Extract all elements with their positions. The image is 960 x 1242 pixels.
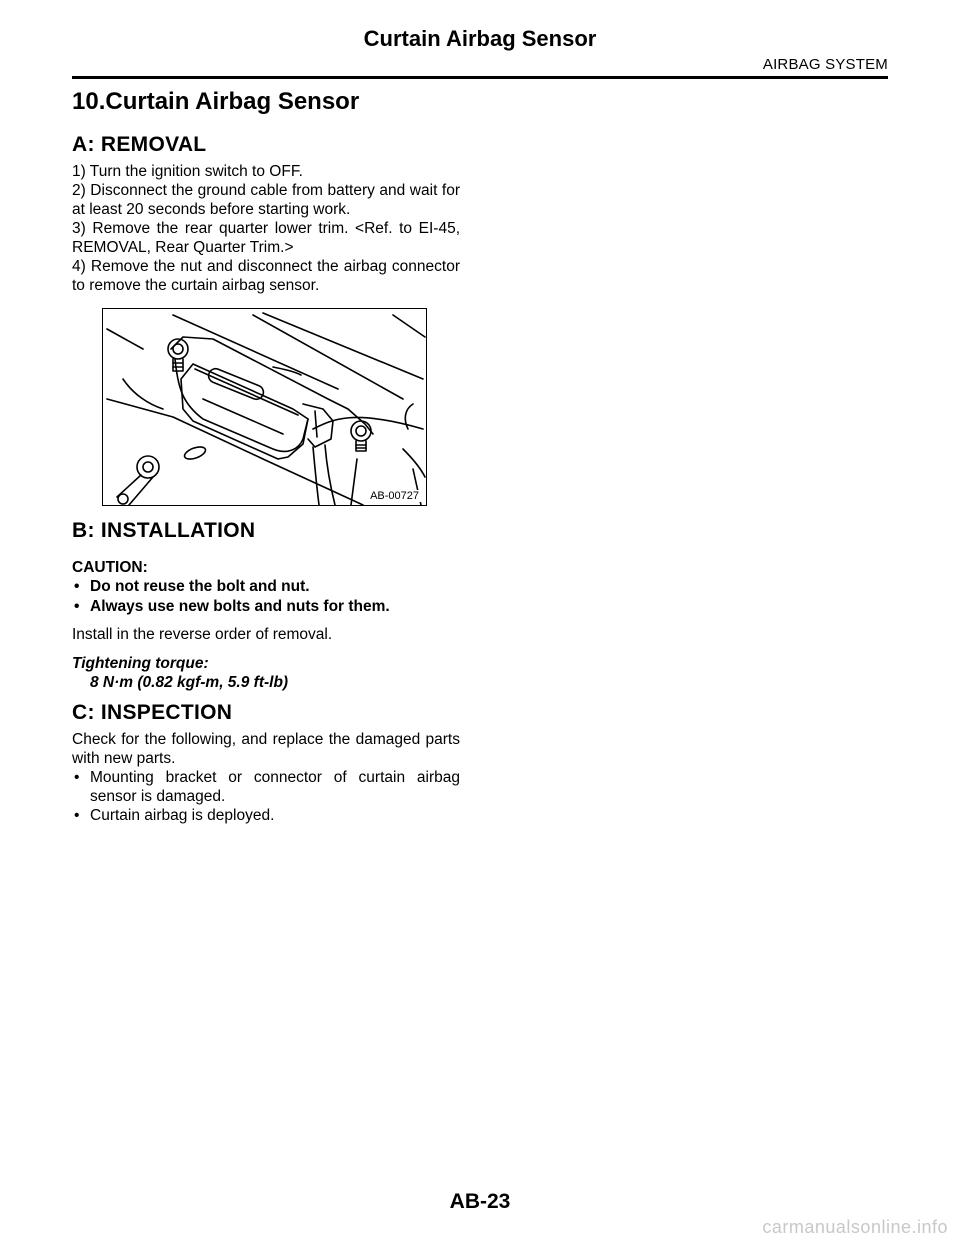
- removal-step-1: 1) Turn the ignition switch to OFF.: [72, 163, 303, 180]
- removal-step-4: 4) Remove the nut and disconnect the airbag connector to remove the curtain airbag sensor.: [72, 258, 460, 294]
- removal-step-2: 2) Disconnect the ground cable from battery and wait for at least 20 seconds before starting work.: [72, 182, 460, 218]
- caution-label: CAUTION:: [72, 559, 148, 576]
- sensor-illustration: [102, 308, 427, 506]
- removal-heading: A: REMOVAL: [72, 133, 207, 156]
- content-column: [72, 86, 460, 825]
- caution-item-1: • Do not reuse the bolt and nut.: [72, 577, 460, 597]
- installation-instruction: Install in the reverse order of removal.: [72, 626, 333, 643]
- page-header-section: AIRBAG SYSTEM: [762, 56, 888, 73]
- inspection-intro: Check for the following, and replace the damaged parts with new parts.: [72, 731, 460, 767]
- sensor-drawing: [103, 309, 427, 506]
- section-title: 10.Curtain Airbag Sensor: [72, 88, 360, 115]
- watermark: carmanualsonline.info: [762, 1217, 948, 1237]
- caution-item-2: • Always use new bolts and nuts for them.: [72, 597, 460, 617]
- page-header-title: Curtain Airbag Sensor: [363, 26, 597, 51]
- inspection-item-1: • Mounting bracket or connector of curtain airbag sensor is damaged.: [72, 768, 460, 806]
- figure-code: AB-00727: [370, 490, 419, 502]
- inspection-list: [72, 768, 460, 825]
- inspection-heading: C: INSPECTION: [72, 701, 233, 724]
- removal-step-3: 3) Remove the rear quarter lower trim. <Ref. to EI-45, REMOVAL, Rear Quarter Trim.>: [72, 220, 460, 256]
- torque-label: Tightening torque:: [72, 655, 209, 672]
- header-rule: [72, 76, 888, 79]
- installation-heading: B: INSTALLATION: [72, 519, 256, 542]
- torque-value: 8 N·m (0.82 kgf-m, 5.9 ft-lb): [90, 674, 289, 691]
- inspection-item-2: • Curtain airbag is deployed.: [72, 806, 460, 825]
- caution-list: [72, 577, 460, 617]
- page-number: AB-23: [449, 1190, 511, 1213]
